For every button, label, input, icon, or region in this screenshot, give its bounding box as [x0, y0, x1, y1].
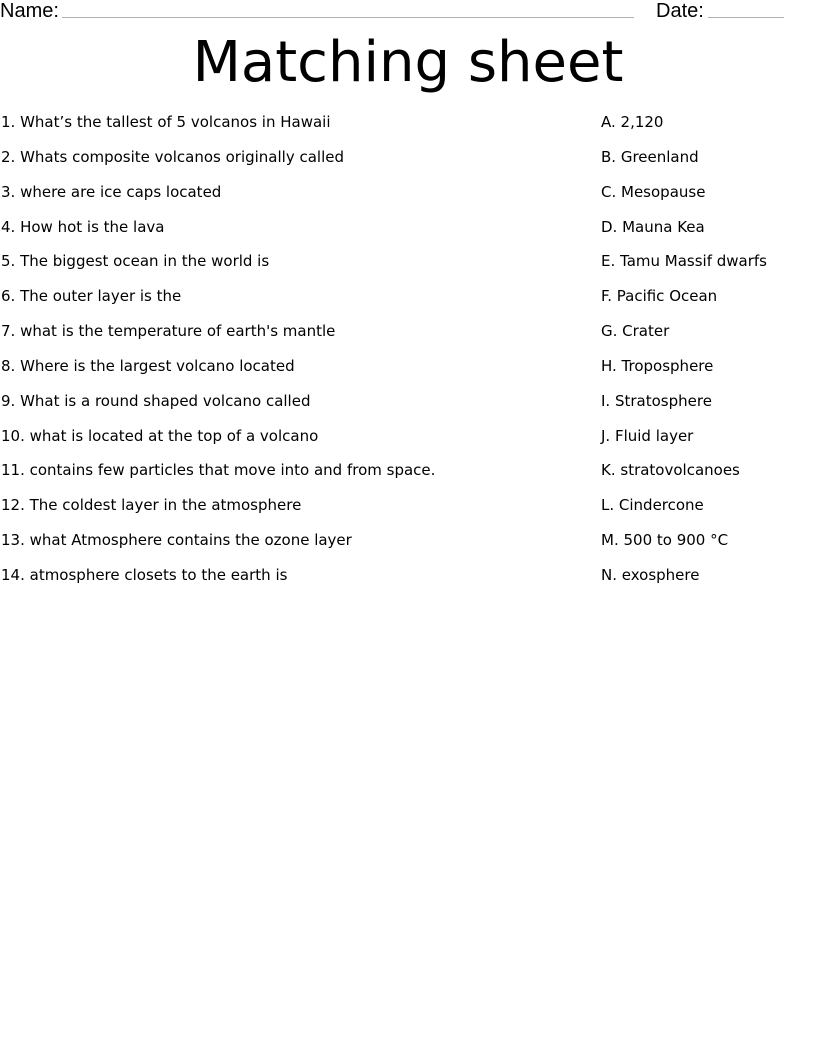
answer-item: D. Mauna Kea: [601, 217, 705, 236]
question-item: 8. Where is the largest volcano located: [1, 356, 295, 375]
question-item: 1. What’s the tallest of 5 volcanos in Hawaii: [1, 113, 331, 131]
date-label: Date:: [656, 0, 704, 22]
question-item: 2. Whats composite volcanos originally called: [1, 147, 345, 166]
name-field-line[interactable]: [62, 17, 634, 18]
question-item: 4. How hot is the lava: [1, 217, 165, 236]
questions-list: [1, 112, 561, 600]
question-item: 5. The biggest ocean in the world is: [1, 252, 270, 271]
question-item: 10. what is located at the top of a volcano: [1, 426, 319, 445]
name-label: Name:: [0, 0, 59, 22]
answer-item: A. 2,120: [601, 113, 664, 131]
answer-item: N. exosphere: [601, 565, 700, 584]
answer-item: M. 500 to 900 °C: [601, 531, 729, 550]
question-item: 6. The outer layer is the: [1, 287, 182, 306]
answer-item: J. Fluid layer: [601, 426, 694, 445]
date-field-line[interactable]: [708, 17, 784, 18]
question-item: 12. The coldest layer in the atmosphere: [1, 496, 302, 515]
answer-item: C. Mesopause: [601, 182, 706, 201]
worksheet-header: [0, 0, 790, 24]
answer-item: L. Cindercone: [601, 496, 704, 515]
question-item: 9. What is a round shaped volcano called: [1, 391, 311, 410]
answer-item: I. Stratosphere: [601, 391, 712, 410]
question-item: 3. where are ice caps located: [1, 182, 222, 201]
answer-item: F. Pacific Ocean: [601, 287, 718, 306]
question-item: 7. what is the temperature of earth's mantle: [1, 322, 336, 341]
question-item: 14. atmosphere closets to the earth is: [1, 565, 288, 584]
answer-item: G. Crater: [601, 322, 670, 341]
answer-item: H. Troposphere: [601, 356, 714, 375]
answers-list: [601, 112, 811, 600]
answer-item: B. Greenland: [601, 147, 699, 166]
page-title: Matching sheet: [192, 30, 624, 95]
answer-item: K. stratovolcanoes: [601, 461, 740, 480]
answer-item: E. Tamu Massif dwarfs: [601, 252, 767, 271]
question-item: 13. what Atmosphere contains the ozone layer: [1, 531, 352, 550]
question-item: 11. contains few particles that move into and from space.: [1, 461, 436, 480]
